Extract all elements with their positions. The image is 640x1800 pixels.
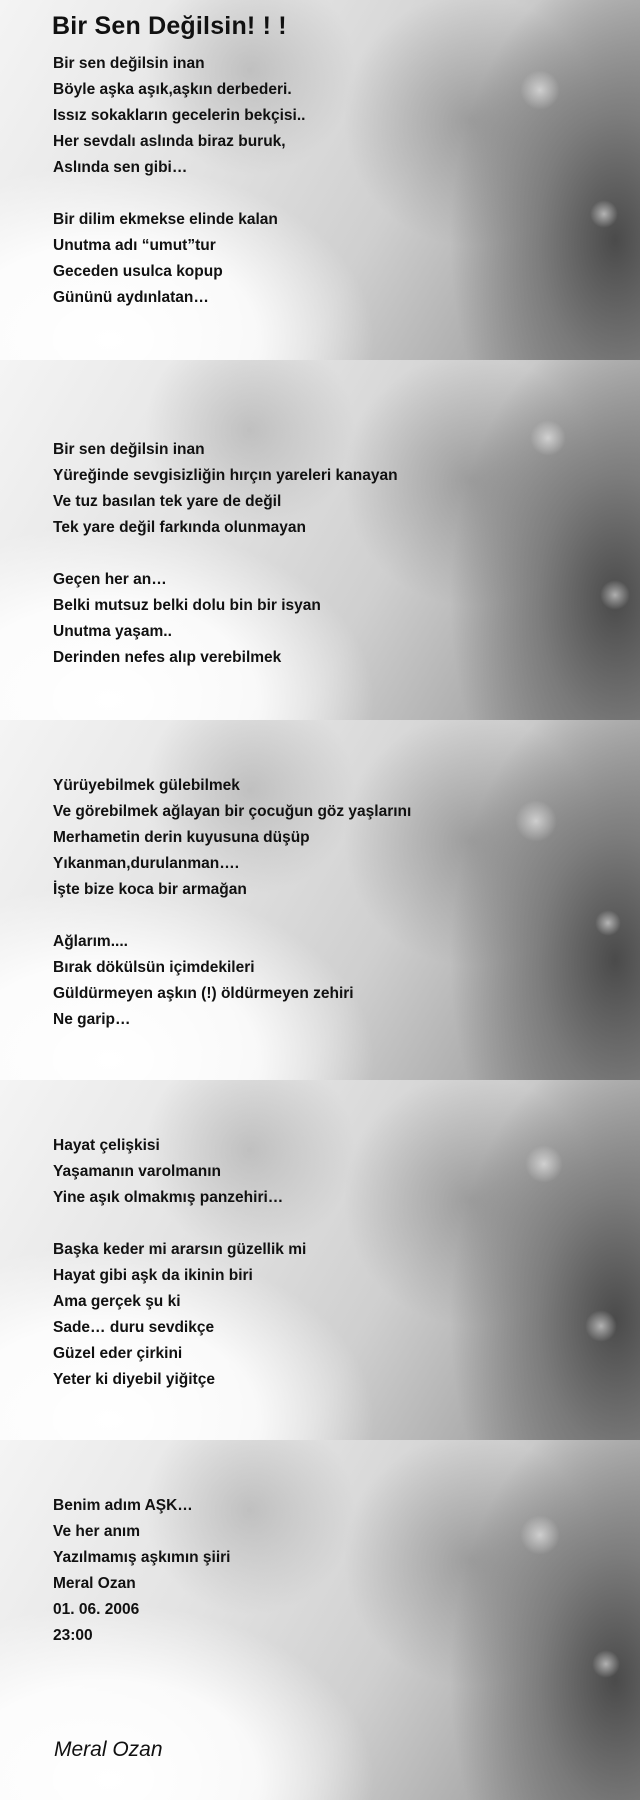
poem-line: Ve her anım <box>53 1523 141 1540</box>
poem-line: Issız sokakların gecelerin bekçisi.. <box>53 107 306 124</box>
poem-line: Hayat gibi aşk da ikinin biri <box>53 1267 253 1284</box>
poem-line: Güzel eder çirkini <box>53 1345 183 1362</box>
poem-title: Bir Sen Değilsin! ! ! <box>52 12 287 40</box>
stanza <box>53 567 321 671</box>
poem-line: Yine aşık olmakmış panzehiri… <box>53 1189 284 1206</box>
poem-panel-2 <box>0 360 640 720</box>
poem-line: Her sevdalı aslında biraz buruk, <box>53 133 286 150</box>
poem-line: Böyle aşka aşık,aşkın derbederi. <box>53 81 292 98</box>
bokeh-light <box>595 910 621 936</box>
poem-line: Yaşamanın varolmanın <box>53 1163 221 1180</box>
poem-panel-5 <box>0 1440 640 1800</box>
poem-line: Yürüyebilmek gülebilmek <box>53 777 240 794</box>
bokeh-light <box>515 800 557 842</box>
bokeh-light <box>520 1515 560 1555</box>
stanza <box>53 51 305 181</box>
poem-panel-1 <box>0 0 640 360</box>
author-name: Meral Ozan <box>53 1575 136 1592</box>
poem-line: Ama gerçek şu ki <box>53 1293 181 1310</box>
poem-line: Gününü aydınlatan… <box>53 289 209 306</box>
poem-date: 01. 06. 2006 <box>53 1601 140 1618</box>
poem-line: Güldürmeyen aşkın (!) öldürmeyen zehiri <box>53 985 354 1002</box>
poem-line: Bir dilim ekmekse elinde kalan <box>53 211 278 228</box>
bokeh-light <box>590 200 618 228</box>
stanza <box>53 1493 231 1649</box>
author-signature: Meral Ozan <box>54 1738 163 1761</box>
poem-line: Ve görebilmek ağlayan bir çocuğun göz yaşlarını <box>53 803 412 820</box>
poem-line: Başka keder mi ararsın güzellik mi <box>53 1241 307 1258</box>
poem-line: Sade… duru sevdikçe <box>53 1319 215 1336</box>
bokeh-light <box>525 1145 563 1183</box>
poem-line: Yazılmamış aşkımın şiiri <box>53 1549 231 1566</box>
poem-panel-3 <box>0 720 640 1080</box>
poem-line: Derinden nefes alıp verebilmek <box>53 649 282 666</box>
poem-line: Merhametin derin kuyusuna düşüp <box>53 829 310 846</box>
stanza <box>53 1237 306 1393</box>
poem-line: Unutma yaşam.. <box>53 623 172 640</box>
poem-line: Belki mutsuz belki dolu bin bir isyan <box>53 597 321 614</box>
poem-line: Bir sen değilsin inan <box>53 441 205 458</box>
poem-line: Bir sen değilsin inan <box>53 55 205 72</box>
poem-line: Geceden usulca kopup <box>53 263 223 280</box>
stanza <box>53 207 278 311</box>
poem-time: 23:00 <box>53 1627 93 1644</box>
poem-line: Yeter ki diyebil yiğitçe <box>53 1371 215 1388</box>
stanza <box>53 929 354 1033</box>
bokeh-light <box>585 1310 617 1342</box>
poem-line: Ne garip… <box>53 1011 131 1028</box>
poem-line: İşte bize koca bir armağan <box>53 881 247 898</box>
poem-line: Ağlarım.... <box>53 933 128 950</box>
stanza <box>53 437 398 541</box>
poem-line: Unutma adı “umut”tur <box>53 237 216 254</box>
stanza <box>53 1133 283 1211</box>
poem-line: Bırak dökülsün içimdekileri <box>53 959 255 976</box>
poem-line: Yıkanman,durulanman…. <box>53 855 240 872</box>
bokeh-light <box>592 1650 620 1678</box>
poem-line: Benim adım AŞK… <box>53 1497 193 1514</box>
bokeh-light <box>600 580 630 610</box>
bokeh-light <box>530 420 566 456</box>
poem-line: Aslında sen gibi… <box>53 159 188 176</box>
poem-panel-4 <box>0 1080 640 1440</box>
poem-line: Yüreğinde sevgisizliğin hırçın yareleri kanayan <box>53 467 398 484</box>
poem-line: Tek yare değil farkında olunmayan <box>53 519 306 536</box>
poem-line: Ve tuz basılan tek yare de değil <box>53 493 282 510</box>
poem-line: Hayat çelişkisi <box>53 1137 160 1154</box>
poem-line: Geçen her an… <box>53 571 167 588</box>
bokeh-light <box>520 70 560 110</box>
stanza <box>53 773 411 903</box>
